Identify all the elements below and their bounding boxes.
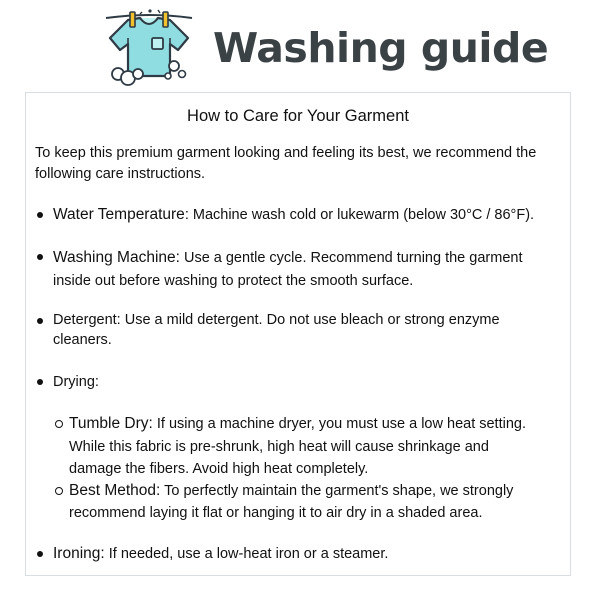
item-text: If needed, use a low-heat iron or a steamer. <box>104 546 389 562</box>
card-heading: How to Care for Your Garment <box>187 107 409 125</box>
bullet-icon <box>37 318 43 324</box>
bullet-icon <box>37 379 43 385</box>
header <box>0 0 600 92</box>
bullet-icon <box>37 254 43 260</box>
care-instructions-card <box>25 92 571 576</box>
circle-bullet-icon <box>55 420 63 428</box>
bullet-icon <box>37 551 43 557</box>
item-text: If using a machine dryer, you must use a low heat setting. While this fabric is pre-shrunk, high heat will cause shrinkage and damage the fibers. Avoid high heat completely. <box>69 416 526 477</box>
item-text: Use a mild detergent. Do not use bleach or strong enzyme cleaners. <box>53 312 500 348</box>
item-text: To perfectly maintain the garment's shape, we strongly recommend laying it flat or hanging it to air dry in a shaded area. <box>69 483 514 521</box>
item-text: Use a gentle cycle. Recommend turning the garment inside out before washing to protect the smooth surface. <box>53 250 523 289</box>
item-label: Tumble Dry: <box>69 415 153 432</box>
page-title: Washing guide <box>213 24 549 72</box>
item-label: Ironing: <box>53 545 105 562</box>
circle-bullet-icon <box>55 487 63 495</box>
bullet-icon <box>37 212 43 218</box>
shirt-clothesline-icon <box>104 8 194 88</box>
item-label: Water Temperature <box>53 206 185 223</box>
item-label: Drying: <box>53 374 99 390</box>
item-label: Detergent: <box>53 312 121 328</box>
item-text: : Machine wash cold or lukewarm (below 30°C / 86°F). <box>184 207 535 223</box>
item-label: Washing Machine: <box>53 249 180 266</box>
item-label: Best Method: <box>69 482 161 499</box>
intro-text: To keep this premium garment looking and feeling its best, we recommend the following care instructions. <box>35 145 537 182</box>
